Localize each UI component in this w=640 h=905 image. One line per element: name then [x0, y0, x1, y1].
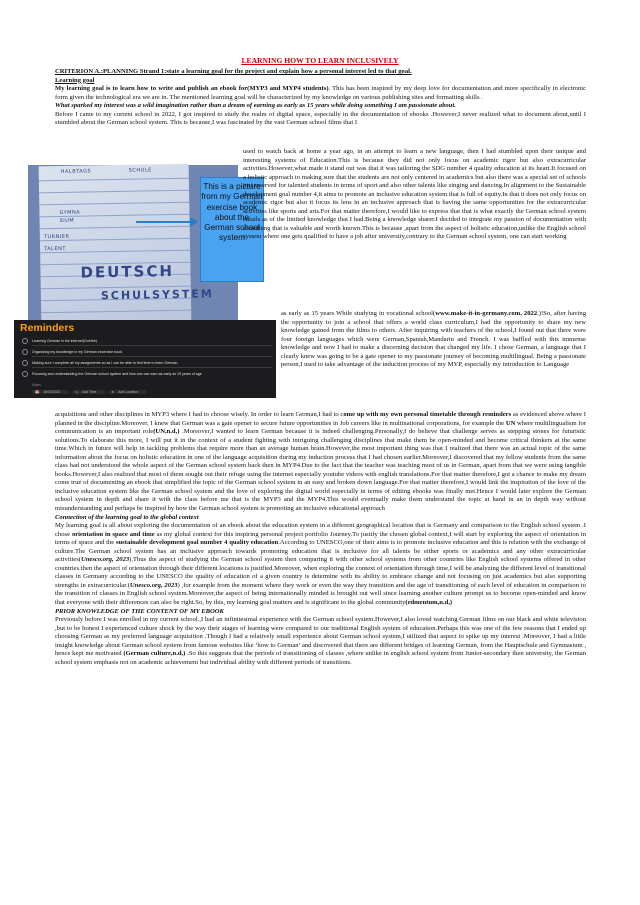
scribble-6: TALENT — [44, 245, 66, 253]
reminder-chips — [32, 390, 150, 394]
checkbox-circle-icon — [22, 349, 28, 355]
figure-callout: This is a picture from my German exercise book about the German school system — [200, 177, 264, 282]
prior-knowledge-heading: PRIOR KNOWLEDGE OF THE CONTENT OF MY EBOOK — [55, 607, 224, 615]
connection-heading: Connection of the learning goal to the global context — [55, 513, 199, 521]
reminder-item: Making sure I complete all my assignments so as I can be able to find time to learn German. — [22, 360, 178, 366]
notebook-photo — [28, 165, 263, 320]
learning-goal-heading: Learning goal — [55, 76, 95, 84]
reminders-screenshot — [14, 320, 276, 398]
reminders-title: Reminders — [20, 322, 75, 334]
reminder-item: Focusing and understanding the German school system and how one can earn as early as 15 years of age — [22, 371, 202, 377]
acquisitions-paragraph: acquisitions and other disciplines in MYP3 where I had to choose wisely. In order to learn German,I had to come up with my own personal timetable through reminders as evidenced above.where I planned in the discipline.Moreover, I knew that German was a gate opener to secure future opportunities in Job careers like in multinational corporations, for example the UN where multilingualism for communication is an important role(UN,n.d,) .Moreover,I wanted to learn German because it is indeed challenging.Personally,I do believe that challenge serves as stepping stones for futuristic solutions.To elaborate this more, I will put it in the context of a student fighting with intriguing challenging disciplines that make them be open-minded and become critical thinkers at the same time.Which in future will help in tackling problems that require more than an average human brain.However,the most important thing was that I realized that there was an actual topic of the same information about the focus on holistic education in one of the language acquisition during my induction process that I had chosen earlier.Moreover,I discovered that my fellow students from the same class had not understood the whole aspect of the German school system back then in MYP4.Due to the fact that the teacher was teaching most of us in German, apart from that we were using tangible books.However,I also realized that most of them sought out their refuge using the internet especially youtube videos with english translations.For that matter therefore,I got a chance to make my dream come true of documenting an ebook that simplified the topic of the German school system in an easy and broken down language.For that matter therefore,I would link the inspiration of the love of the inclusive education system like the German school system and the love of exploring the digital world especially in terms of editing ebooks was finally met.Hence I would later explore the German school system in depth and share it with the class before me that is the MYP3 and the MYP4.This would eventually make them understand the topic at hand in an in depth way without misunderstanding and perhaps be inspired by how the German school system is promoting an inclusive educational approach — [55, 411, 586, 513]
scribble-2: SCHULE — [128, 167, 152, 174]
criterion-heading: CRITERION A.:PLANNING Strand 1:state a learning goal for the project and explain how a personal interest led to that goal. — [55, 68, 412, 75]
reminder-notes: Notes — [32, 383, 41, 387]
checkbox-circle-icon — [22, 371, 28, 377]
planning-section — [55, 68, 586, 128]
add-time-chip: ◷ Add Time — [72, 390, 105, 394]
notebook-heading: DEUTSCH — [80, 261, 175, 282]
scribble-5: TURNIER — [43, 233, 70, 241]
prior-knowledge-paragraph: Previously before I was enrolled in my current school.,I had an infinitesimal experience with the German school system.However,I also loved watching German films on our black and white television ,but to be honest I experienced culture shock by the way their stages of learning were compared to our traditional English system of education.Perhaps this was one of the few reasons that I ended up choosing German as my preferred language acquisition .Though I had a relatively small experience about German school system,I utilized that aspect to spike up my interest .Moreover, I had a little insight knowledge about German school system from famous websites like ‘how to German’ and discovered that there are different bridges of learning German, from the Hauptschule and Gymnasium , hence kept me motivated (German culture,n.d,) .So this suggests that the periods of transitioning of classes ,where unlike in english school system from Junior-secondary then university, the German school system emphasis not on academic achievement but individual ability with different periods of transitions. — [55, 616, 586, 666]
connection-paragraph: My learning goal is all about exploring the documentation of an ebook about the education system in a different geographical location that is Germany and comparison to the English school system .I chose orientation in space and time as my global context for this inspiring personal project portfolio Journey.To justify the chosen global context,I will start by exploring the aspect of orientation in terms of space and the sustainable development goal number 4 quality education.According to UNESCO,one of their aims is to promote inclusive education and this is relation with the exchange of culture.The German school system has an inclusive approach towards promoting education that is inclusive for all talents be either sports or academics and any other extracurricular activities(Unesco.org, 2023).Thus the aspect of studying the German school system then comparing it with other school systems from other countries like English school systems offered in other countries.then the aspect of orientation through their different locations is justified.Moreover, when exploring the context of orientation through time,I will be analyzing the different level of transitional classes in Germany according to the UNESCO the quality of education of a given country is determine with its ability to embrace change and not focusing on just academics but also supporting strengths in extracurricular.(Unesco.org, 2023) ,for example from the moment where they work or even the way they transition and the age of transitioning of each level of education in comparison to the transition of classes in English school system.Moreover,the aspect of being internationally minded is brought out well since learning another culture prompt us to become open-minded and know that everyone with their differences can also be right.So, by this, my learning goal matters and is significant to the global community(edmentum,n.d,) — [55, 522, 586, 607]
learning-goal-paragraph — [55, 85, 586, 102]
wrapped-text-2: as early as 15 years While studying in vocational school(www.make-it-in-germany.com, 2022.)!So, after having the opportunity to join a school that offers a world class curriculum,I had the opportunity to share my new knowledge gained from the films to others. After inquiring with teachers of the school,I found out that there were four foreign languages which were German,Spanish,Mandarin and French. I was baffled with this immense knowledge and now I had to make a discerning decision that changed my life. I chose German, a language that I clearly knew was going to be a gate opener to my passionate journey of becoming multilingual. Being a passionate person,I used to take advantage of the induction process of my MYP, especially my introduction to Language — [281, 310, 586, 369]
wrapped-text-1: used to watch back at home a year ago, in an attempt to learn a new language, then I had stumbled upon their unique and interesting systems of Education.This is because they did not only focus on academic rigor but also extracurricular activities.However,what made it stand out was that it was tailoring the SDG number 4 quality education at its heart.It focused on a holistic approach to making sure that the students are not only centered in academics but also there was a special set of schools just reserved for talented students in terms of sport and also other talents like singing and dancing.In alignment to the Sustainable development goal number 4,it aims to promote an inclusive education system that is full of equity.In that it does not only focus on academic rigor but also it focus its lens in an inclusive approach that is having the same opportunities for the extracurricular activities like sports and arts.For that matter therefore,I would like to express that that is what exactly the German school system entails as of the limited knowledge that I had.Being a knowledge sharer.I decided to integrate my passion of documentation with something that is valuable and worth known.This is because ,apart from the aspect of holistic education,unlike the English school system where one gets qualified to have a job after university,contrary to the German school system, one can start working — [243, 148, 586, 241]
add-location-chip: ➤ Add Location — [108, 390, 147, 394]
checkbox-circle-icon — [22, 338, 28, 344]
checkbox-circle-icon — [22, 360, 28, 366]
learning-goal-bold: My learning goal is to learn how to write and publish an ebook for(MYP3 and MYP4 students) — [55, 85, 329, 93]
website-citation: www.make-it-in-germany.com, 2022 — [435, 310, 538, 317]
arrow-icon — [136, 216, 198, 228]
scribble-4: SIUM — [59, 217, 75, 224]
date-chip: 📅 16/03/2023 — [32, 390, 69, 394]
scribble-1: HALBTAGS — [60, 168, 92, 175]
reminder-item: Organizing my knowledge in my German excercise book. — [22, 349, 123, 355]
notebook-heading-2: SCHULSYSTEM — [100, 287, 214, 303]
learning-goal-rest: . This has been inspired by my deep love for documentation and more specifically in electronic form given the technological era we are in. The mentioned learning goal will be characterized by my knowledge on various publishing sites and formatting skills . — [55, 85, 587, 101]
body-continuation — [55, 411, 586, 667]
spark-heading: What sparked my interest was a wild imagination rather than a dream of earning as early as 15 years while doing something I am passionate about. — [55, 102, 456, 110]
notebook-page — [39, 164, 214, 325]
reminder-item: Learning German in the internet(Goethe) — [22, 338, 97, 344]
scribble-3: GYMNA — [59, 209, 81, 216]
spark-paragraph: Before I came to my current school in 2022, I got inspired to study the realm of digital space, especially in the documentation of ebooks .However,I never realized what to document about,until I stumbled about the German school system. This is because,I was fascinated by the vast German school films that I — [55, 110, 586, 127]
document-title: LEARNING HOW TO LEARN INCLUSIVELY — [241, 56, 399, 65]
